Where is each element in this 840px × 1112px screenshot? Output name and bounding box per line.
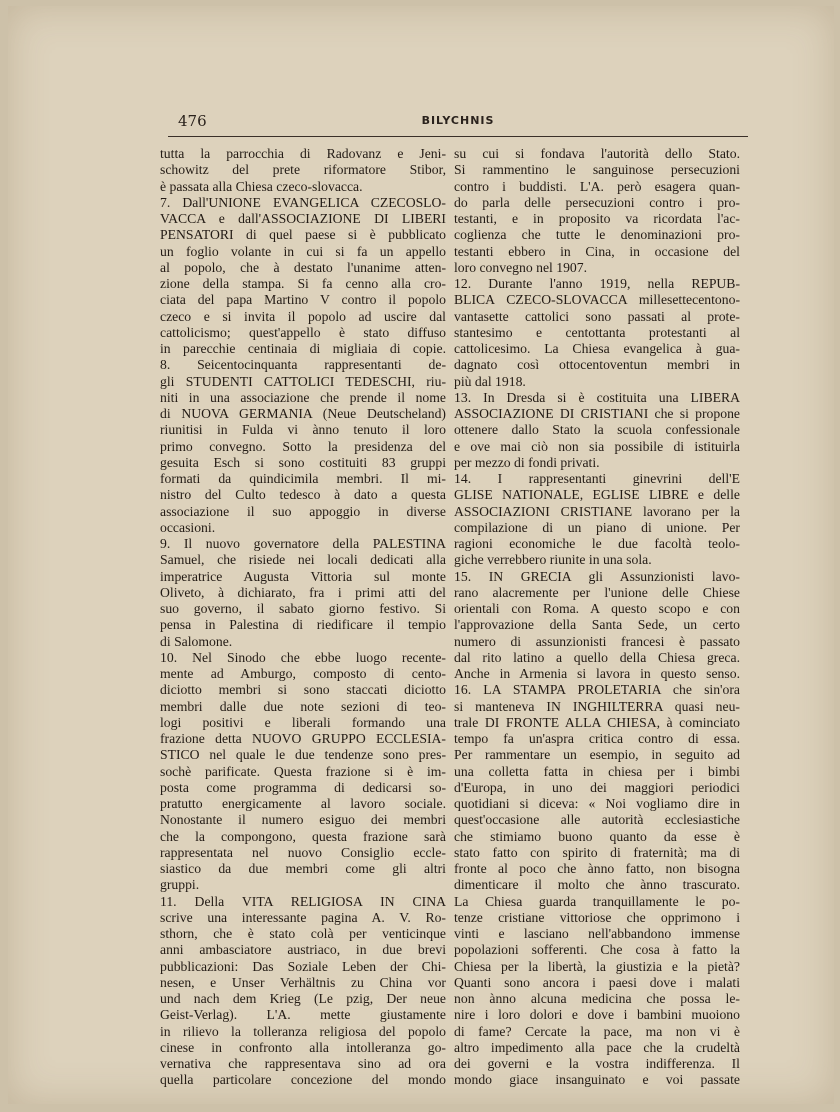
text-line: compilazione di un piano di unione. Per <box>454 519 740 535</box>
text-line: occasioni. <box>160 519 216 535</box>
page-number: 476 <box>178 112 207 130</box>
text-line: quella particolare concezione del mondo <box>160 1072 446 1088</box>
text-line: Samuel, che risiede nei locali dedicati alla <box>160 552 446 568</box>
text-line: primo convegno. Sotto la presidenza del <box>160 438 446 454</box>
text-line: 8. Seicentocinquanta rappresentanti de- <box>160 357 446 373</box>
text-line: mondo giace insanguinato e voi passate <box>454 1072 740 1088</box>
text-line: vernativa che rappresentava sino ad ora <box>160 1056 446 1071</box>
text-line: gli STUDENTI CATTOLICI TEDESCHI, riu- <box>160 373 446 389</box>
text-line: vinti e lasciano nell'abbandono immense <box>454 926 740 941</box>
text-line: è passata alla Chiesa czeco-slovacca. <box>160 178 363 194</box>
text-line: dagnato così ottocentoventun membri in <box>454 357 740 373</box>
text-line: al popolo, che à destato l'unanime atten- <box>160 259 446 275</box>
running-title: BILYCHNIS <box>421 114 495 127</box>
text-line: associazione il suo appoggio in diverse <box>160 503 446 519</box>
text-line: scrive una interessante pagina A. V. Ro- <box>160 909 446 925</box>
text-line: La Chiesa guarda tranquillamente le po- <box>454 893 740 909</box>
text-line: d'Europa, in uno dei maggiori periodici <box>454 779 740 795</box>
text-line: cattolicesimo. La Chiesa evangelica à gua- <box>454 341 740 356</box>
text-line: quest'occasione alle autorità ecclesiastiche <box>454 812 740 828</box>
text-line: logi positivi e liberali formando una <box>160 714 446 730</box>
text-line: 11. Della VITA RELIGIOSA IN CINA <box>160 893 446 909</box>
text-line: posta come programma di dedicarsi so- <box>160 779 446 795</box>
text-line: contro i buddisti. L'A. però esagera quan- <box>454 178 740 194</box>
text-line: quotidiani si diceva: « Noi vogliamo dire in <box>454 796 740 811</box>
text-line: una colletta fatta in chiesa per i bimbi <box>454 763 740 779</box>
text-line: rappresentata nel nuovo Consiglio eccle- <box>160 844 446 860</box>
text-line: nistro del Culto tedesco à dato a questa <box>160 487 446 503</box>
text-line: di Salomone. <box>160 633 233 649</box>
text-line: 15. IN GRECIA gli Assunzionisti lavo- <box>454 568 740 584</box>
text-line: si manteneva IN INGHILTERRA quasi neu- <box>454 698 740 714</box>
text-line: diciotto membri si sono staccati diciotto <box>160 682 446 698</box>
text-line: imperatrice Augusta Vittoria sul monte <box>160 568 446 584</box>
text-line: stato fatto con spirito di fraternità; ma di <box>454 844 740 860</box>
text-line: formati da quindicimila membri. Il mi- <box>160 471 446 486</box>
text-line: gruppi. <box>160 877 200 893</box>
text-line: vantasette cattolici sono passati al prote- <box>454 308 740 324</box>
text-line: Nonostante il numero esiguo dei membri <box>160 812 446 828</box>
text-line: siastico da due membri come gli altri <box>160 861 446 876</box>
text-line: rano alacremente per l'unione delle Chiese <box>454 584 740 600</box>
text-line: suo governo, il sabato giorno festivo. Si <box>160 601 446 616</box>
text-line: Chiesa per la libertà, la giustizia e la pietà? <box>454 958 740 974</box>
text-line: VACCA e dall'ASSOCIAZIONE DI LIBERI <box>160 211 446 226</box>
text-line: 7. Dall'UNIONE EVANGELICA CZECOSLO- <box>160 194 446 210</box>
text-line: riunitisi in Fulda vi ànno tenuto il loro <box>160 422 446 438</box>
text-line: czeco e si invita il popolo ad uscire dal <box>160 308 446 324</box>
text-line: niti in una associazione che prende il nome <box>160 389 446 405</box>
text-line: zione della stampa. Si fa cenno alla cro- <box>160 276 446 291</box>
text-line: ciata del papa Martino V contro il popolo <box>160 292 446 308</box>
text-line: ottenere dallo Stato la scuola confessionale <box>454 422 740 438</box>
text-line: numero di assunzionisti francesi è passato <box>454 633 740 649</box>
text-line: fronte al poco che ànno fatto, non bisogna <box>454 861 740 876</box>
text-line: mente ad Amburgo, composto di cento- <box>160 666 446 681</box>
text-line: pratutto energicamente al lavoro sociale. <box>160 796 446 811</box>
text-line: dei governi e la vostra indifferenza. Il <box>454 1056 740 1071</box>
text-line: cinese in confronto alla intolleranza go- <box>160 1039 446 1055</box>
text-line: gesuita Esch si sono costituiti 83 gruppi <box>160 454 446 470</box>
text-line: ASSOCIAZIONI CRISTIANE lavorano per la <box>454 503 740 519</box>
text-line: nire i loro dolori e dove i bambini muoiono <box>454 1007 740 1023</box>
text-line: l'approvazione della Santa Sede, un certo <box>454 617 740 633</box>
text-line: und nach dem Krieg (Le pzig, Der neue <box>160 991 446 1006</box>
text-line: altro impedimento alla pace che la crudeltà <box>454 1039 740 1055</box>
text-line: un foglio volante in cui si fa un appello <box>160 243 446 259</box>
text-line: frazione detta NUOVO GRUPPO ECCLESIA- <box>160 731 446 746</box>
text-line: 12. Durante l'anno 1919, nella REPUB- <box>454 276 740 291</box>
text-line: Si rammentino le sanguinose persecuzioni <box>454 162 740 178</box>
text-line: nesen, e Unser Verhältnis zu China vor <box>160 974 446 990</box>
text-line: Quanti sono ancora i paesi dove i malati <box>454 974 740 990</box>
text-line: ASSOCIAZIONE DI CRISTIANI che si propone <box>454 406 740 421</box>
text-line: orientali con Roma. A questo scopo e con <box>454 601 740 616</box>
text-line: BLICA CZECO-SLOVACCA millesettecentono- <box>454 292 740 308</box>
text-line: per mezzo di fondi privati. <box>454 454 600 470</box>
text-line: 13. In Dresda si è costituita una LIBERA <box>454 389 740 405</box>
text-line: non ànno alcuna medicina che possa le- <box>454 991 740 1006</box>
right-text-column <box>454 146 740 1089</box>
text-line: tempo fa un'aspra critica contro di essa. <box>454 731 740 746</box>
text-line: Oliveto, à dichiarato, fra i primi atti del <box>160 584 446 600</box>
text-line: popolazioni sofferenti. Che cosa à fatto la <box>454 942 740 958</box>
text-line: coglienza che tutte le denominazioni pro- <box>454 227 740 243</box>
text-line: su cui si fondava l'autorità dello Stato. <box>454 146 740 161</box>
text-line: STICO nel quale le due tendenze sono pres- <box>160 747 446 763</box>
text-line: PENSATORI di quel paese si è pubblicato <box>160 227 446 243</box>
text-line: trale DI FRONTE ALLA CHIESA, à cominciato <box>454 714 740 730</box>
text-line: Anche in Armenia si lavora in questo senso. <box>454 666 740 681</box>
text-line: Per rammentare un esempio, in seguito ad <box>454 747 740 763</box>
text-line: stantesimo e centottanta protestanti al <box>454 324 740 340</box>
text-line: in rilievo la tolleranza religiosa del popolo <box>160 1023 446 1039</box>
text-line: loro convegno nel 1907. <box>454 259 588 275</box>
text-line: ragioni economiche le due facoltà teolo- <box>454 536 740 551</box>
text-line: di NUOVA GERMANIA (Neue Deutscheland) <box>160 406 446 421</box>
text-line: più dal 1918. <box>454 373 526 389</box>
page-header <box>168 110 748 137</box>
text-line: schowitz del prete riformatore Stibor, <box>160 162 446 178</box>
text-line: tenze cristiane vittoriose che opprimono i <box>454 909 740 925</box>
text-line: testanti, e in proposito va ricordata l'ac- <box>454 211 740 226</box>
text-line: testanti ebbero in Cina, in occasione del <box>454 243 740 259</box>
text-line: giche verrebbero riunite in una sola. <box>454 552 652 568</box>
text-line: Geist-Verlag). L'A. mette giustamente <box>160 1007 446 1023</box>
text-line: 10. Nel Sinodo che ebbe luogo recente- <box>160 649 446 665</box>
text-line: pubblicazioni: Das Soziale Leben der Chi- <box>160 958 446 974</box>
text-line: 14. I rappresentanti ginevrini dell'E <box>454 471 740 486</box>
text-line: sochè parificate. Questa frazione si è im- <box>160 763 446 779</box>
text-line: do parla delle persecuzioni contro i pro- <box>454 194 740 210</box>
text-line: sthorn, che è stato colà per venticinque <box>160 926 446 941</box>
left-text-column <box>160 146 446 1089</box>
text-line: pensa in Palestina di riedificare il tempio <box>160 617 446 633</box>
text-line: che stimiamo buono quanto da esse è <box>454 828 740 844</box>
text-line: dimenticare il molto che ànno trascurato. <box>454 877 740 893</box>
text-line: cattolicismo; quest'appello è stato diffuso <box>160 324 446 340</box>
text-line: tutta la parrocchia di Radovanz e Jeni- <box>160 146 446 161</box>
text-line: 9. Il nuovo governatore della PALESTINA <box>160 536 446 551</box>
text-line: che la compongono, questa frazione sarà <box>160 828 446 844</box>
text-line: GLISE NATIONALE, EGLISE LIBRE e delle <box>454 487 740 503</box>
text-line: dal rito latino a quello della Chiesa greca. <box>454 649 740 665</box>
text-line: anni ambasciatore austriaco, in due brevi <box>160 942 446 958</box>
text-line: di fame? Cercate la pace, ma non vi è <box>454 1023 740 1039</box>
text-line: membri dalle due note sezioni di teo- <box>160 698 446 714</box>
text-line: 16. LA STAMPA PROLETARIA che sin'ora <box>454 682 740 698</box>
text-line: in parecchie centinaia di migliaia di copie. <box>160 341 446 356</box>
text-line: e ove mai ciò non sia possibile di istituirla <box>454 438 740 454</box>
